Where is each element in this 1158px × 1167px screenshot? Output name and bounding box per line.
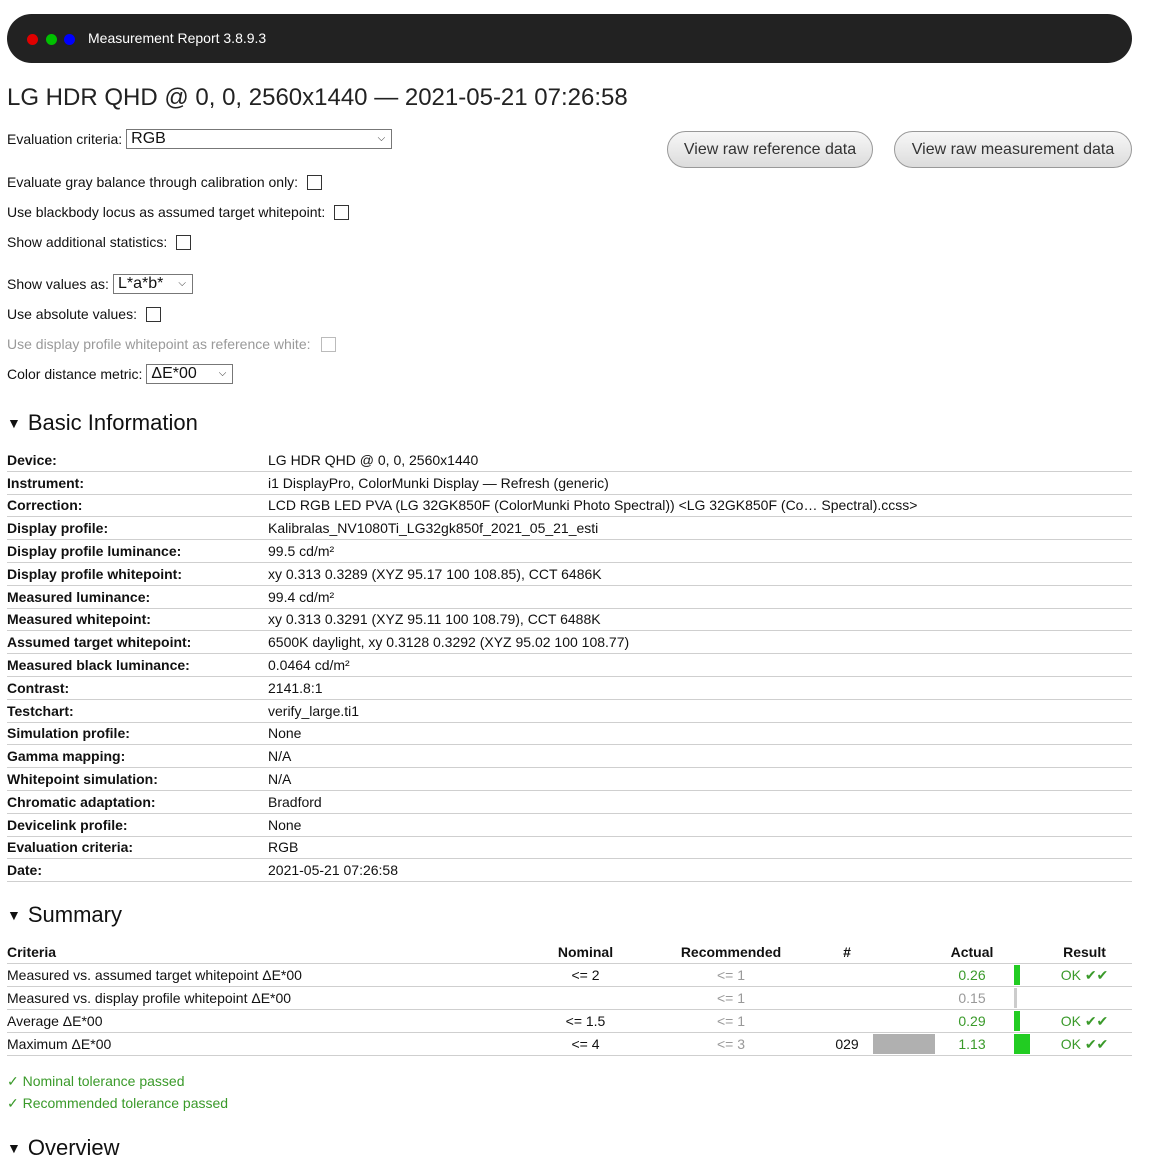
summary-criteria: Measured vs. assumed target whitepoint ΔE*00 — [7, 967, 302, 983]
info-value: 99.5 cd/m² — [268, 540, 1132, 563]
info-value: LCD RGB LED PVA (LG 32GK850F (ColorMunki Photo Spectral)) <LG 32GK850F (Co… Spectral).ccss> — [268, 494, 1132, 517]
chevron-down-icon: ⌵ — [178, 278, 186, 289]
info-row — [7, 836, 1132, 859]
result-header: Result — [1063, 944, 1106, 960]
overview-header[interactable] — [7, 1135, 120, 1161]
basic-information-table — [7, 449, 1132, 882]
actual-status-bar — [1014, 988, 1017, 1008]
actual-header: Actual — [950, 944, 994, 960]
collapse-triangle-icon: ▼ — [7, 415, 21, 431]
info-row — [7, 449, 1132, 471]
gray-balance-label: Evaluate gray balance through calibration only: — [7, 174, 299, 190]
info-value: Bradford — [268, 790, 1132, 813]
info-value: 2021-05-21 07:26:58 — [268, 859, 1132, 882]
window-title: Measurement Report 3.8.9.3 — [88, 30, 267, 46]
info-row — [7, 562, 1132, 585]
gray-balance-row — [7, 174, 322, 190]
info-value: xy 0.313 0.3289 (XYZ 95.17 100 108.85), CCT 6486K — [268, 562, 1132, 585]
info-value: verify_large.ti1 — [268, 699, 1132, 722]
info-key: Whitepoint simulation: — [7, 768, 268, 791]
show-values-value: L*a*b* — [117, 275, 164, 292]
summary-nominal: <= 2 — [571, 967, 600, 983]
info-value: Kalibralas_NV1080Ti_LG32gk850f_2021_05_21_esti — [268, 517, 1132, 540]
nominal-header: Nominal — [557, 944, 614, 960]
collapse-triangle-icon: ▼ — [7, 1140, 21, 1156]
info-row — [7, 631, 1132, 654]
info-key: Devicelink profile: — [7, 813, 268, 836]
blackbody-row — [7, 204, 349, 220]
info-value: LG HDR QHD @ 0, 0, 2560x1440 — [268, 449, 1132, 471]
minimize-dot-icon[interactable] — [64, 34, 75, 45]
evaluation-criteria-label: Evaluation criteria: — [7, 131, 123, 147]
summary-title: Summary — [27, 902, 122, 927]
actual-status-bar — [1014, 965, 1020, 985]
info-key: Correction: — [7, 494, 268, 517]
basic-information-header[interactable] — [7, 410, 198, 436]
info-key: Display profile: — [7, 517, 268, 540]
info-value: None — [268, 813, 1132, 836]
absolute-values-row — [7, 306, 161, 322]
info-key: Display profile whitepoint: — [7, 562, 268, 585]
info-row — [7, 722, 1132, 745]
actual-status-bar — [1014, 1034, 1030, 1054]
info-key: Measured luminance: — [7, 585, 268, 608]
evaluation-criteria-select[interactable] — [126, 129, 392, 149]
absolute-values-checkbox[interactable] — [146, 307, 161, 322]
info-key: Contrast: — [7, 676, 268, 699]
overview-title: Overview — [27, 1135, 120, 1160]
info-key: Instrument: — [7, 471, 268, 494]
summary-actual: 1.13 — [958, 1036, 986, 1052]
summary-criteria: Average ΔE*00 — [7, 1013, 103, 1029]
summary-table — [7, 941, 1132, 1056]
info-key: Display profile luminance: — [7, 540, 268, 563]
color-distance-value: ΔE*00 — [151, 365, 197, 382]
info-row — [7, 654, 1132, 677]
info-key: Measured whitepoint: — [7, 608, 268, 631]
additional-stats-row — [7, 234, 191, 250]
show-values-label: Show values as: — [7, 276, 109, 292]
info-row — [7, 471, 1132, 494]
nominal-tolerance-status: ✓ Nominal tolerance passed — [7, 1073, 185, 1089]
display-profile-whitepoint-row — [7, 336, 336, 352]
info-key: Device: — [7, 449, 268, 471]
show-values-row — [7, 274, 193, 294]
evaluation-criteria-row — [7, 129, 392, 149]
info-key: Evaluation criteria: — [7, 836, 268, 859]
basic-information-title: Basic Information — [27, 410, 198, 435]
info-value: N/A — [268, 745, 1132, 768]
summary-row — [7, 1010, 1132, 1033]
chevron-down-icon: ⌵ — [377, 133, 386, 144]
summary-actual: 0.26 — [958, 967, 986, 983]
info-value: 0.0464 cd/m² — [268, 654, 1132, 677]
blackbody-checkbox[interactable] — [334, 205, 349, 220]
absolute-values-label: Use absolute values: — [7, 306, 137, 322]
info-value: i1 DisplayPro, ColorMunki Display — Refresh (generic) — [268, 471, 1132, 494]
page-title: LG HDR QHD @ 0, 0, 2560x1440 — 2021-05-21 07:26:58 — [7, 84, 628, 111]
info-row — [7, 790, 1132, 813]
info-row — [7, 859, 1132, 882]
info-value: None — [268, 722, 1132, 745]
info-row — [7, 676, 1132, 699]
summary-actual: 0.29 — [958, 1013, 986, 1029]
summary-result: OK ✔✔ — [1060, 1013, 1109, 1029]
show-values-select[interactable] — [113, 274, 193, 294]
info-row — [7, 585, 1132, 608]
summary-recommended: <= 1 — [716, 990, 746, 1006]
view-raw-measurement-button[interactable]: View raw measurement data — [894, 131, 1132, 168]
info-row — [7, 813, 1132, 836]
info-key: Testchart: — [7, 699, 268, 722]
display-profile-whitepoint-checkbox — [321, 337, 336, 352]
info-key: Measured black luminance: — [7, 654, 268, 677]
additional-stats-label: Show additional statistics: — [7, 234, 168, 250]
summary-nominal: <= 4 — [571, 1036, 600, 1052]
summary-header[interactable] — [7, 902, 122, 928]
view-raw-reference-button[interactable]: View raw reference data — [667, 131, 873, 168]
info-key: Gamma mapping: — [7, 745, 268, 768]
color-distance-select[interactable] — [146, 364, 233, 384]
summary-criteria: Maximum ΔE*00 — [7, 1036, 112, 1052]
info-value: 6500K daylight, xy 0.3128 0.3292 (XYZ 95.02 100 108.77) — [268, 631, 1132, 654]
summary-nominal: <= 1.5 — [565, 1013, 606, 1029]
summary-result: OK ✔✔ — [1060, 1036, 1109, 1052]
info-row — [7, 699, 1132, 722]
color-distance-row — [7, 364, 233, 384]
info-row — [7, 768, 1132, 791]
summary-row — [7, 964, 1132, 987]
collapse-triangle-icon: ▼ — [7, 907, 21, 923]
info-key: Chromatic adaptation: — [7, 790, 268, 813]
info-value: N/A — [268, 768, 1132, 791]
summary-row — [7, 987, 1132, 1010]
info-row — [7, 517, 1132, 540]
info-value: xy 0.313 0.3291 (XYZ 95.11 100 108.79), CCT 6488K — [268, 608, 1132, 631]
display-profile-whitepoint-label: Use display profile whitepoint as reference white: — [7, 336, 311, 352]
summary-actual: 0.15 — [958, 990, 986, 1006]
additional-stats-checkbox[interactable] — [176, 235, 191, 250]
chevron-down-icon: ⌵ — [218, 368, 227, 379]
summary-criteria: Measured vs. display profile whitepoint ΔE*00 — [7, 990, 292, 1006]
maximize-dot-icon[interactable] — [46, 34, 57, 45]
info-row — [7, 745, 1132, 768]
info-key: Assumed target whitepoint: — [7, 631, 268, 654]
worst-patch-swatch — [873, 1034, 935, 1054]
summary-recommended: <= 1 — [716, 967, 746, 983]
info-row — [7, 608, 1132, 631]
recommended-tolerance-status: ✓ Recommended tolerance passed — [7, 1095, 229, 1111]
info-value: 2141.8:1 — [268, 676, 1132, 699]
close-dot-icon[interactable] — [27, 34, 38, 45]
criteria-header: Criteria — [7, 944, 57, 960]
info-key: Date: — [7, 859, 268, 882]
color-distance-label: Color distance metric: — [7, 366, 143, 382]
info-value: RGB — [268, 836, 1132, 859]
summary-recommended: <= 3 — [716, 1036, 746, 1052]
blackbody-label: Use blackbody locus as assumed target whitepoint: — [7, 204, 326, 220]
actual-status-bar — [1014, 1011, 1020, 1031]
summary-number: 029 — [835, 1036, 859, 1052]
summary-recommended: <= 1 — [716, 1013, 746, 1029]
gray-balance-checkbox[interactable] — [307, 175, 322, 190]
evaluation-criteria-value: RGB — [131, 130, 166, 147]
summary-header-row — [7, 941, 1132, 964]
number-header: # — [843, 944, 851, 960]
recommended-header: Recommended — [680, 944, 782, 960]
summary-row — [7, 1033, 1132, 1056]
info-row — [7, 540, 1132, 563]
info-key: Simulation profile: — [7, 722, 268, 745]
info-value: 99.4 cd/m² — [268, 585, 1132, 608]
info-row — [7, 494, 1132, 517]
summary-result: OK ✔✔ — [1060, 967, 1109, 983]
title-bar — [7, 14, 1132, 63]
